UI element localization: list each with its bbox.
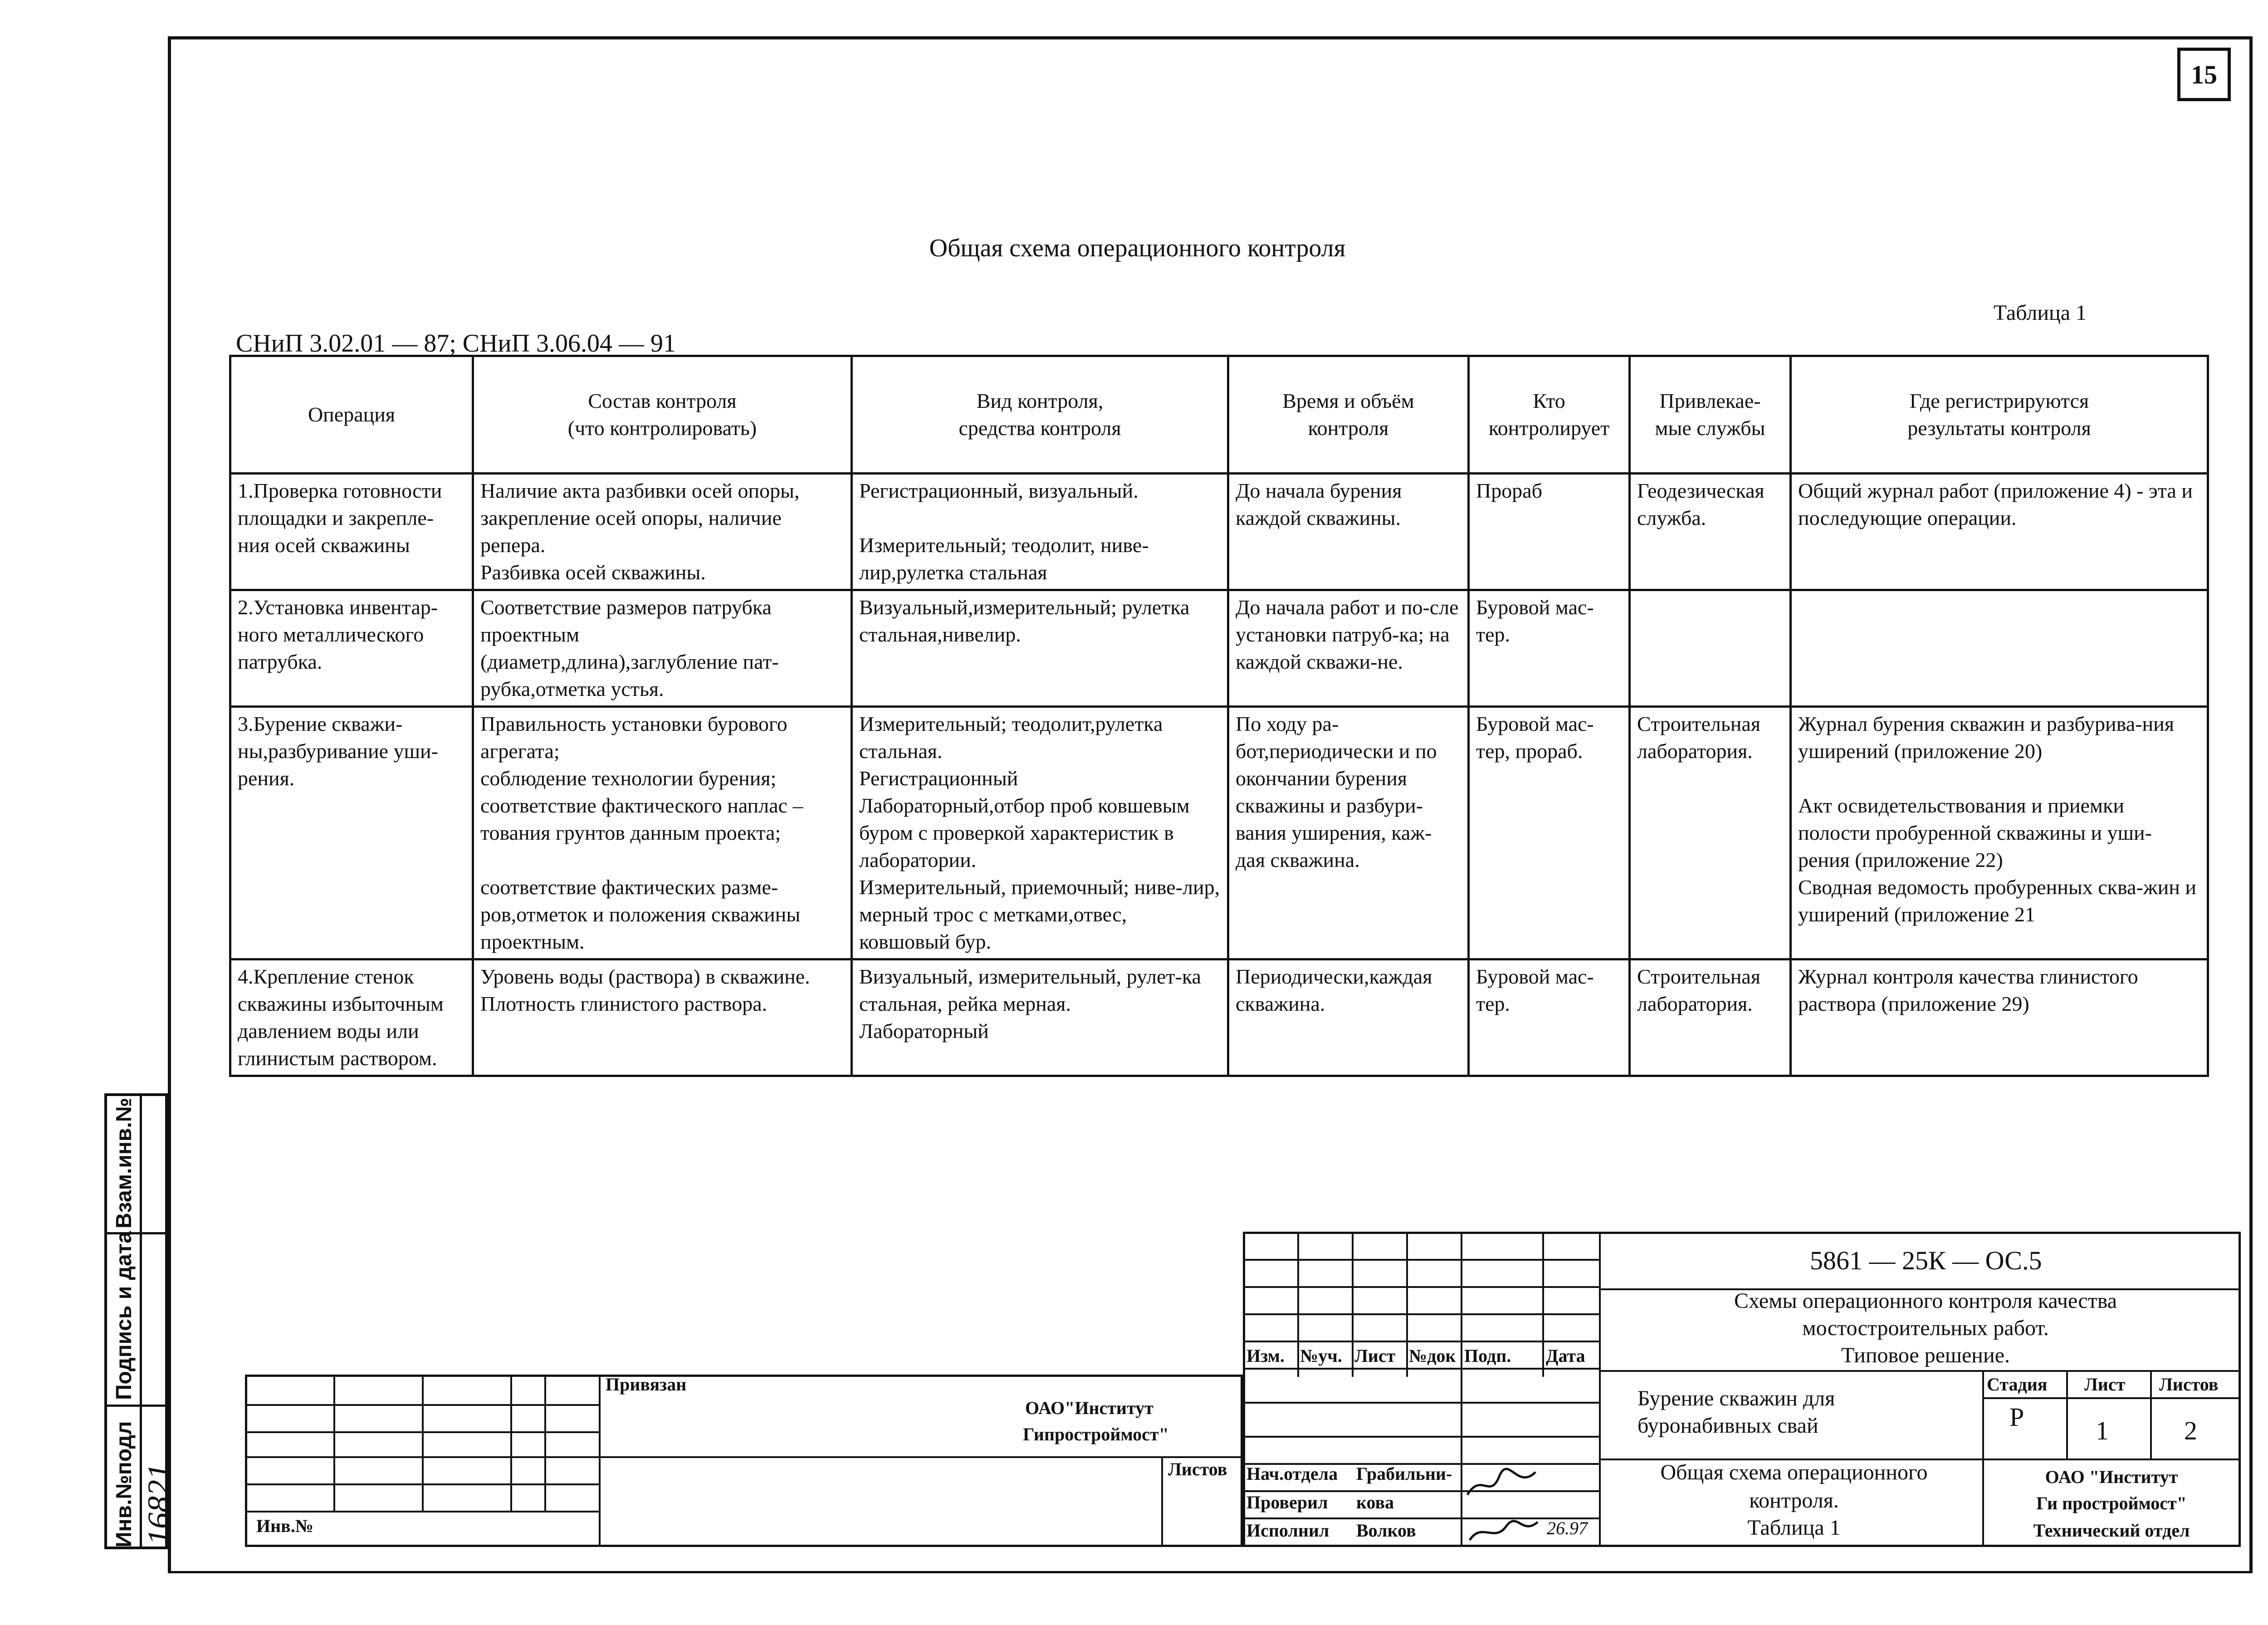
document-designation: 5861 — 25К — ОС.5 — [1810, 1246, 2042, 1275]
org-stamp-line3: Технический отдел — [2033, 1520, 2190, 1541]
operational-control-table — [229, 355, 2209, 1077]
name-checked: кова — [1356, 1492, 1394, 1512]
rev-header-data: Дата — [1546, 1346, 1585, 1366]
norms-reference: СНиП 3.02.01 — 87; СНиП 3.06.04 — 91 — [236, 329, 676, 357]
header-operation: Операция — [230, 356, 473, 474]
table-cell: Журнал бурения скважин и разбурива-ния уширений (приложение 20) Акт освидетельствования и приемки полости пробуренной скважины и уши-рения (приложение 22) Сводная ведомость пробуренных сква-жин и уширений (приложение 21 — [1791, 707, 2208, 959]
table-cell — [1630, 590, 1791, 707]
document-title-line3: Типовое решение. — [1841, 1343, 2010, 1367]
org-stamp-line2: Ги простроймост" — [2036, 1493, 2187, 1513]
table-cell: Периодически,каждая скважина. — [1228, 959, 1469, 1076]
table-cell: Буровой мас-тер. — [1469, 590, 1630, 707]
table-cell: До начала работ и по-сле установки патруб-ка; на каждой скважи-не. — [1228, 590, 1469, 707]
table-row — [230, 959, 2208, 1076]
rev-header-izm: Изм. — [1246, 1346, 1285, 1366]
header-services: Привлекае- мые службы — [1630, 356, 1791, 474]
sheets-value: 2 — [2184, 1416, 2197, 1445]
document-title-line1: Схемы операционного контроля качества — [1734, 1289, 2117, 1313]
table-cell: До начала бурения каждой скважины. — [1228, 474, 1469, 590]
header-control-type: Вид контроля, средства контроля — [852, 356, 1228, 474]
table-header-row — [230, 356, 2208, 474]
name-executed: Волков — [1356, 1520, 1416, 1541]
sheet-title-line2: контроля. — [1749, 1488, 1839, 1512]
stage-label: Стадия — [1987, 1374, 2048, 1395]
sheet-label: Лист — [2084, 1374, 2126, 1395]
sheet-value: 1 — [2096, 1416, 2109, 1445]
sheet-title-line1: Общая схема операционного — [1660, 1460, 1928, 1484]
org-name-line2: Гипростроймост" — [1023, 1424, 1169, 1444]
role-head-of-dept: Нач.отдела — [1246, 1463, 1338, 1484]
table-cell: Строительная лаборатория. — [1630, 707, 1791, 959]
part-title-line1: Бурение скважин для — [1637, 1386, 1835, 1410]
table-cell: Регистрационный, визуальный. Измерительный; теодолит, нивe-лир,рулетка стальная — [852, 474, 1228, 590]
rev-header-ndok: №док — [1409, 1346, 1456, 1366]
table-cell: Журнал контроля качества глинистого раствора (приложение 29) — [1791, 959, 2208, 1076]
header-who-controls: Кто контролирует — [1469, 356, 1630, 474]
signature-date-label: Подпись и дата — [112, 1231, 136, 1400]
table-cell: 1.Проверка готовности площадки и закрепле-ния осей скважины — [230, 474, 473, 590]
sheet-title-line3: Таблица 1 — [1747, 1516, 1841, 1540]
page-title: Общая схема операционного контроля — [929, 234, 1346, 262]
side-stamp — [104, 1093, 177, 1549]
org-stamp-line1: ОАО "Институт — [2045, 1467, 2178, 1487]
table-cell: Общий журнал работ (приложение 4) - эта и последующие операции. — [1791, 474, 2208, 590]
inventory-number-label: Инв.№ — [256, 1516, 313, 1536]
table-cell: По ходу ра-бот,периодически и по окончании бурения скважины и разбури-вания уширения, каж-дая скважина. — [1228, 707, 1469, 959]
rev-header-podp: Подп. — [1464, 1346, 1511, 1366]
table-cell: Измерительный; теодолит,рулетка стальная. Регистрационный Лабораторный,отбор проб ковшевым буром с проверкой характеристик в лаборатории. Измерительный, приемочный; ниве-лир, мерный трос с метками,отвес, ковшовый бур. — [852, 707, 1228, 959]
table-cell: Визуальный,измерительный; рулетка стальная,нивелир. — [852, 590, 1228, 707]
rev-header-nuch: №уч. — [1300, 1346, 1342, 1366]
table-cell — [1791, 590, 2208, 707]
header-control-scope: Состав контроля (что контролировать) — [473, 356, 852, 474]
stage-value: Р — [2009, 1402, 2024, 1432]
document-title-line2: мостостроительных работ. — [1802, 1316, 2049, 1340]
org-name-line1: ОАО"Институт — [1025, 1398, 1154, 1418]
name-head-of-dept: Грабильни- — [1356, 1463, 1452, 1484]
sheets-label: Листов — [2159, 1374, 2219, 1395]
handwritten-inventory-number: 16821 — [141, 1463, 177, 1545]
table-row — [230, 707, 2208, 959]
header-registration: Где регистрируются результаты контроля — [1791, 356, 2208, 474]
table-cell: Геодезическая служба. — [1630, 474, 1791, 590]
sheet-number: 15 — [2177, 48, 2231, 101]
rev-header-list: Лист — [1354, 1346, 1396, 1366]
binding-label: Привязан — [606, 1374, 687, 1395]
signature-graphic — [1463, 1463, 1540, 1545]
table-cell: Буровой мас-тер. — [1469, 959, 1630, 1076]
table-row — [230, 590, 2208, 707]
table-cell: 4.Крепление стенок скважины избыточным давлением воды или глинистым раствором. — [230, 959, 473, 1076]
table-cell: Прораб — [1469, 474, 1630, 590]
table-cell: Наличие акта разбивки осей опоры, закрепление осей опоры, наличие репера. Разбивка осей скважины. — [473, 474, 852, 590]
table-cell: Правильность установки бурового агрегата; соблюдение технологии бурения; соответствие фактического наплас –тования грунтов данным проекта; соответствие фактических разме-ров,отметок и положения скважины проектным. — [473, 707, 852, 959]
signature-date: 26.97 — [1547, 1518, 1588, 1538]
role-checked: Проверил — [1246, 1492, 1328, 1512]
side-stamp-divider — [107, 1405, 165, 1407]
table-cell: Соответствие размеров патрубка проектным (диаметр,длина),заглубление пат-рубка,отметка устья. — [473, 590, 852, 707]
table-cell: 2.Установка инвентар-ного металлического патрубка. — [230, 590, 473, 707]
role-executed: Исполнил — [1246, 1520, 1330, 1541]
table-cell: Уровень воды (раствора) в скважине. Плотность глинистого раствора. — [473, 959, 852, 1076]
table-cell: Буровой мас-тер, прораб. — [1469, 707, 1630, 959]
table-cell: Визуальный, измерительный, рулет-ка стальная, рейка мерная. Лабораторный — [852, 959, 1228, 1076]
table-cell: Строительная лаборатория. — [1630, 959, 1791, 1076]
sheets-count-label: Листов — [1168, 1459, 1227, 1479]
header-time-volume: Время и объём контроля — [1228, 356, 1469, 474]
table-label: Таблица 1 — [1993, 301, 2087, 325]
vzam-inv-label: Взам.инв.№ — [112, 1097, 136, 1229]
table-cell: 3.Бурение скважи-ны,разбуривание уши-рения. — [230, 707, 473, 959]
table-row — [230, 474, 2208, 590]
inv-podl-label: Инв.№подл — [112, 1421, 136, 1547]
part-title-line2: буронабивных свай — [1637, 1414, 1818, 1438]
